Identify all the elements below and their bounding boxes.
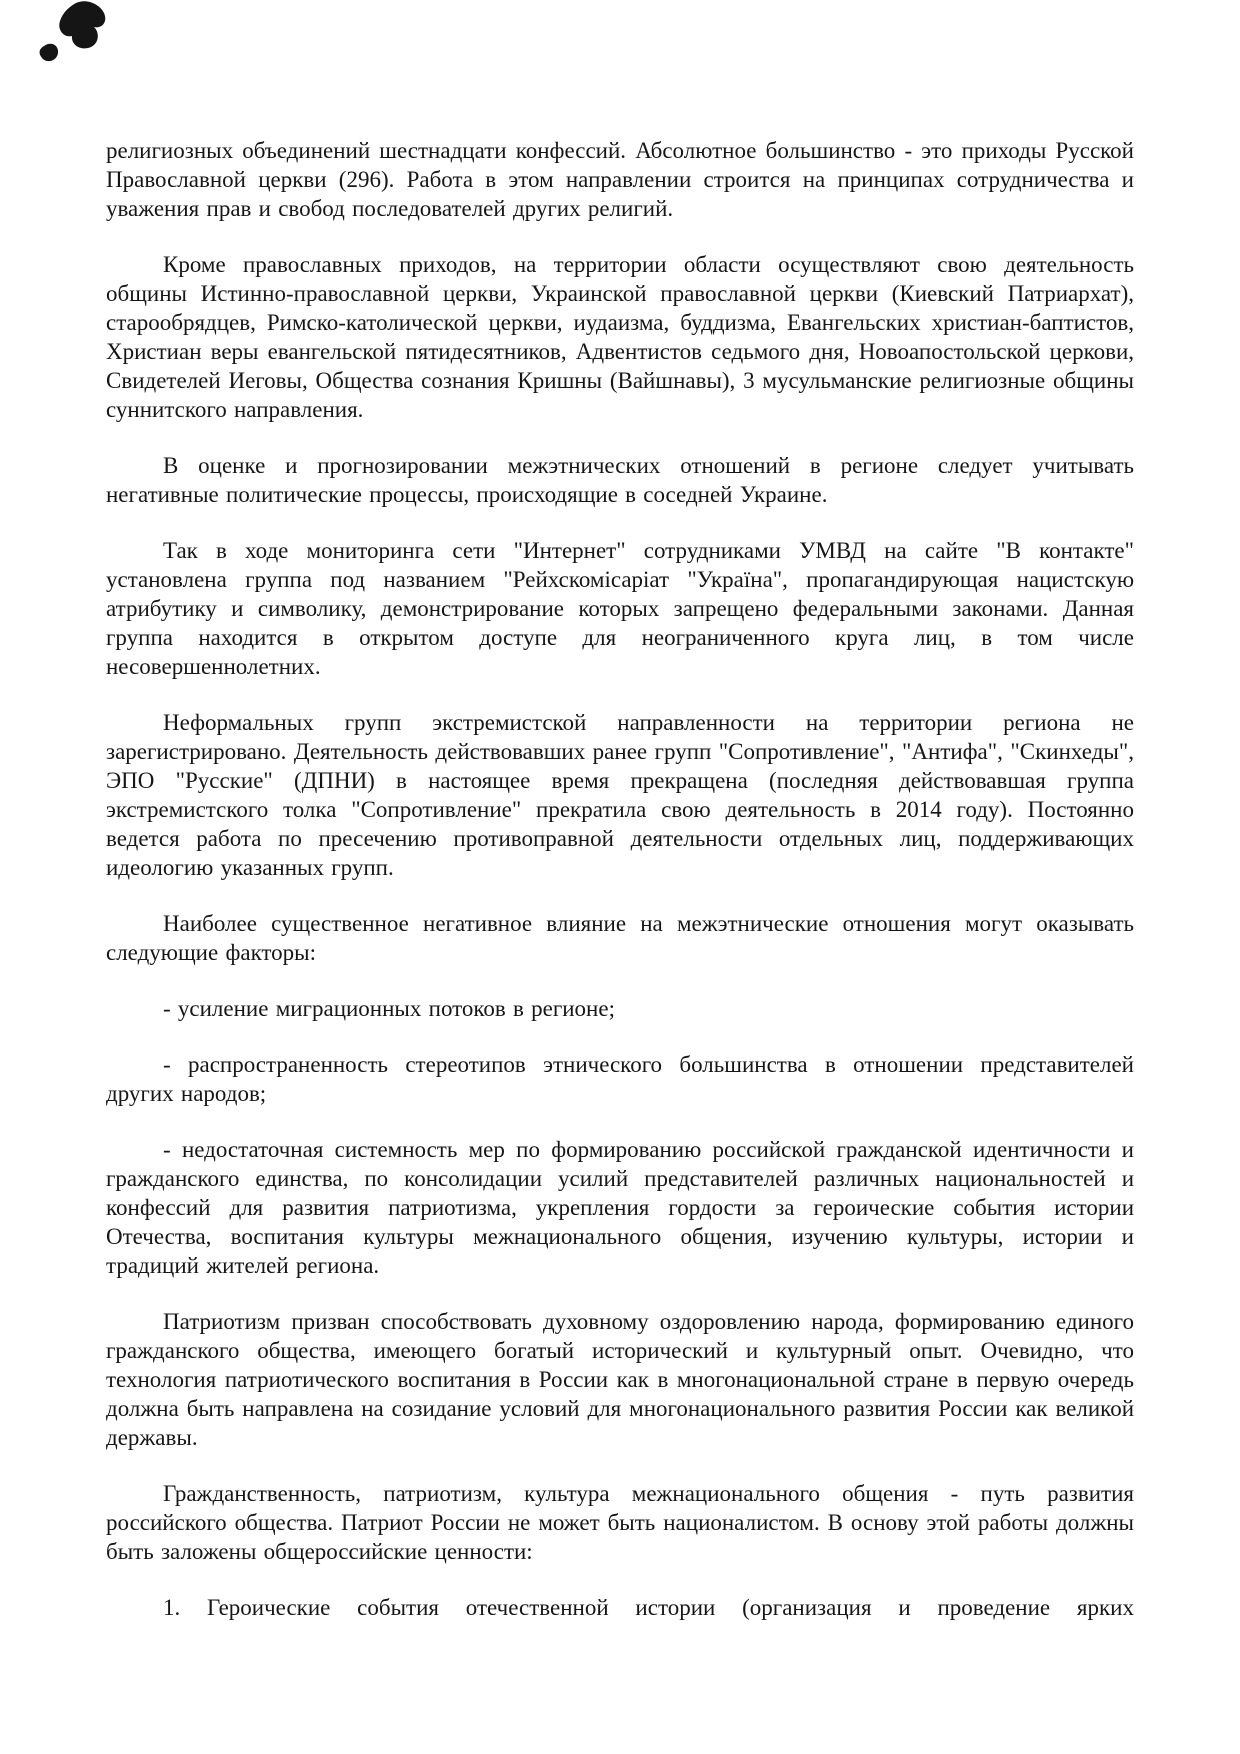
paragraph: Кроме православных приходов, на территории области осуществляют свою деятельность общины Истинно-православной церкви, Украинской православной церкви (Киевский Патриархат), старообрядцев, Римско-католической церкви, иудаизма, буддизма, Евангельских христиан-баптистов, Христиан веры евангельской пятидесятников, Адвентистов седьмого дня, Новоапостольской церкови, Свидетелей Иеговы, Общества сознания Кришны (Вайшнавы), 3 мусульманские религиозные общины суннитского направления. [106, 252, 1134, 422]
paragraph: Патриотизм призван способствовать духовному оздоровлению народа, формированию единого гражданского общества, имеющего богатый исторический и культурный опыт. Очевидно, что технология патриотического воспитания в России как в многонациональной стране в первую очередь должна быть направлена на созидание условий для многонационального развития России как великой державы. [106, 1309, 1134, 1450]
paragraph: В оценке и прогнозировании межэтнических отношений в регионе следует учитывать негативные политические процессы, происходящие в соседней Украине. [106, 453, 1134, 507]
paragraph: Так в ходе мониторинга сети "Интернет" сотрудниками УМВД на сайте "В контакте" установлена группа под названием "Рейхскомісаріат "Україна", пропагандирующая нацистскую атрибутику и символику, демонстрирование которых запрещено федеральными законами. Данная группа находится в открытом доступе для неограниченного круга лиц, в том числе несовершеннолетних. [106, 538, 1134, 679]
paragraph: - недостаточная системность мер по формированию российской гражданской идентичности и гражданского единства, по консолидации усилий представителей различных национальностей и конфессий для развития патриотизма, укрепления гордости за героические события истории Отечества, воспитания культуры межнационального общения, изучению культуры, истории и традиций жителей региона. [106, 1137, 1134, 1278]
paragraph: - распространенность стереотипов этнического большинства в отношении представителей других народов; [106, 1052, 1134, 1106]
paragraph: Гражданственность, патриотизм, культура межнационального общения - путь развития российского общества. Патриот России не может быть националистом. В основу этой работы должны быть заложены общероссийские ценности: [106, 1481, 1134, 1564]
ink-blot-icon [38, 0, 122, 72]
paragraph: Неформальных групп экстремистской направленности на территории региона не зарегистрировано. Деятельность действовавших ранее групп "Сопротивление", "Антифа", "Скинхеды", ЭПО "Русские" (ДПНИ) в настоящее время прекращена (последняя действовавшая группа экстремистского толка "Сопротивление" прекратила свою деятельность в 2014 году). Постоянно ведется работа по пресечению противоправной деятельности отдельных лиц, поддерживающих идеологию указанных групп. [106, 710, 1134, 880]
paragraph: религиозных объединений шестнадцати конфессий. Абсолютное большинство - это приходы Русской Православной церкви (296). Работа в этом направлении строится на принципах сотрудничества и уважения прав и свобод последователей других религий. [106, 138, 1134, 221]
paragraph: 1. Героические события отечественной истории (организация и проведение ярких [163, 1595, 1134, 1620]
paragraph: Наиболее существенное негативное влияние на межэтнические отношения могут оказывать следующие факторы: [106, 911, 1134, 965]
paragraph: - усиление миграционных потоков в регионе; [163, 996, 615, 1021]
document-content [106, 136, 1134, 1622]
